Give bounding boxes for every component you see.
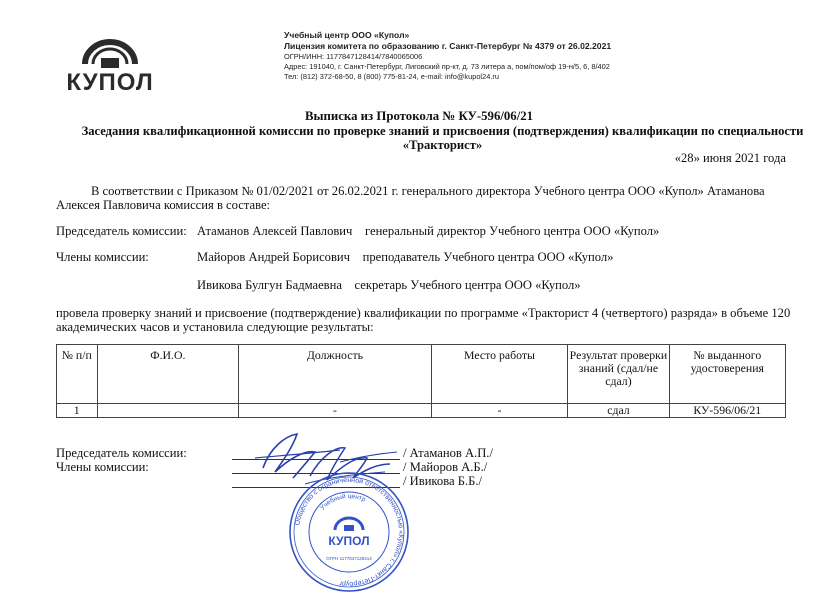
col-number: № п/п bbox=[57, 345, 98, 404]
org-address: Адрес: 191040, г. Санкт-Петербург, Лиговский пр-кт, д. 73 литера а, пом/пом/оф 19-н/5, 6, 8/402 bbox=[284, 62, 610, 71]
stamp-outer-text: Общество с ограниченной ответственностью «Купол» г. Санкт-Петербург bbox=[294, 476, 405, 588]
stamp-ogrn: ОГРН 1177847128414 bbox=[326, 556, 372, 561]
org-contacts: Тел: (812) 372-68-50, 8 (800) 775-81-24, e-mail: info@kupol24.ru bbox=[284, 72, 499, 81]
stamp-logo-text: КУПОЛ bbox=[328, 534, 370, 548]
col-workplace: Место работы bbox=[431, 345, 568, 404]
cell-number: 1 bbox=[57, 404, 98, 418]
cell-result: сдал bbox=[568, 404, 669, 418]
results-table bbox=[56, 344, 786, 418]
cell-workplace: - bbox=[431, 404, 568, 418]
sig-name-1: / Атаманов А.П./ bbox=[403, 446, 493, 460]
col-name: Ф.И.О. bbox=[97, 345, 239, 404]
logo-text: КУПОЛ bbox=[66, 69, 154, 94]
doc-date: «28» июня 2021 года bbox=[674, 151, 786, 165]
sig-name-2: / Майоров А.Б./ bbox=[403, 460, 488, 474]
sig-name-3: / Ивикова Б.Б./ bbox=[403, 474, 482, 488]
org-name: Учебный центр ООО «Купол» bbox=[284, 30, 410, 40]
cell-certificate: КУ-596/06/21 bbox=[669, 404, 785, 418]
org-license: Лицензия комитета по образованию г. Санкт-Петербург № 4379 от 26.02.2021 bbox=[284, 41, 612, 51]
col-position: Должность bbox=[239, 345, 431, 404]
col-result: Результат проверки знаний (сдал/не сдал) bbox=[568, 345, 669, 404]
svg-text:Учебный центр bbox=[319, 492, 367, 512]
company-stamp bbox=[287, 470, 411, 594]
chair-value: Атаманов Алексей Павлович генеральный директор Учебного центра ООО «Купол» bbox=[197, 224, 660, 238]
sig-chair-label: Председатель комиссии: bbox=[56, 446, 187, 460]
cell-position: - bbox=[239, 404, 431, 418]
chair-label: Председатель комиссии: bbox=[56, 224, 187, 238]
cell-name bbox=[97, 404, 239, 418]
sig-members-label: Члены комиссии: bbox=[56, 460, 149, 474]
intro-paragraph: В соответствии с Приказом № 01/02/2021 от 26.02.2021 г. генерального директора Учебного центра ООО «Купол» Атаманова Алексея Павловича комиссия в составе: bbox=[56, 184, 765, 212]
stamp-inner-text: Учебный центр bbox=[319, 492, 367, 512]
org-ogrn: ОГРН/ИНН: 1177847128414/7840065006 bbox=[284, 52, 423, 61]
doc-title: Выписка из Протокола № КУ-596/06/21 bbox=[304, 109, 534, 123]
kupol-logo bbox=[55, 36, 165, 94]
member-2: Ивикова Булгун Бадмаевна секретарь Учебного центра ООО «Купол» bbox=[197, 278, 581, 292]
table-row bbox=[57, 404, 786, 418]
doc-subtitle: Заседания квалификационной комиссии по проверке знаний и присвоения (подтверждения) квалификации по специальности «Тракторист» bbox=[81, 124, 804, 152]
member-1: Майоров Андрей Борисович преподаватель Учебного центра ООО «Купол» bbox=[197, 250, 614, 264]
body-paragraph: провела проверку знаний и присвоение (подтверждение) квалификации по программе «Тракторист 4 (четвертого) разряда» в объеме 120 академических часов и установила следующие результаты: bbox=[56, 306, 791, 334]
org-header bbox=[284, 30, 611, 82]
members-label: Члены комиссии: bbox=[56, 250, 149, 264]
col-certificate: № выданного удостоверения bbox=[669, 345, 785, 404]
table-header-row bbox=[57, 345, 786, 404]
